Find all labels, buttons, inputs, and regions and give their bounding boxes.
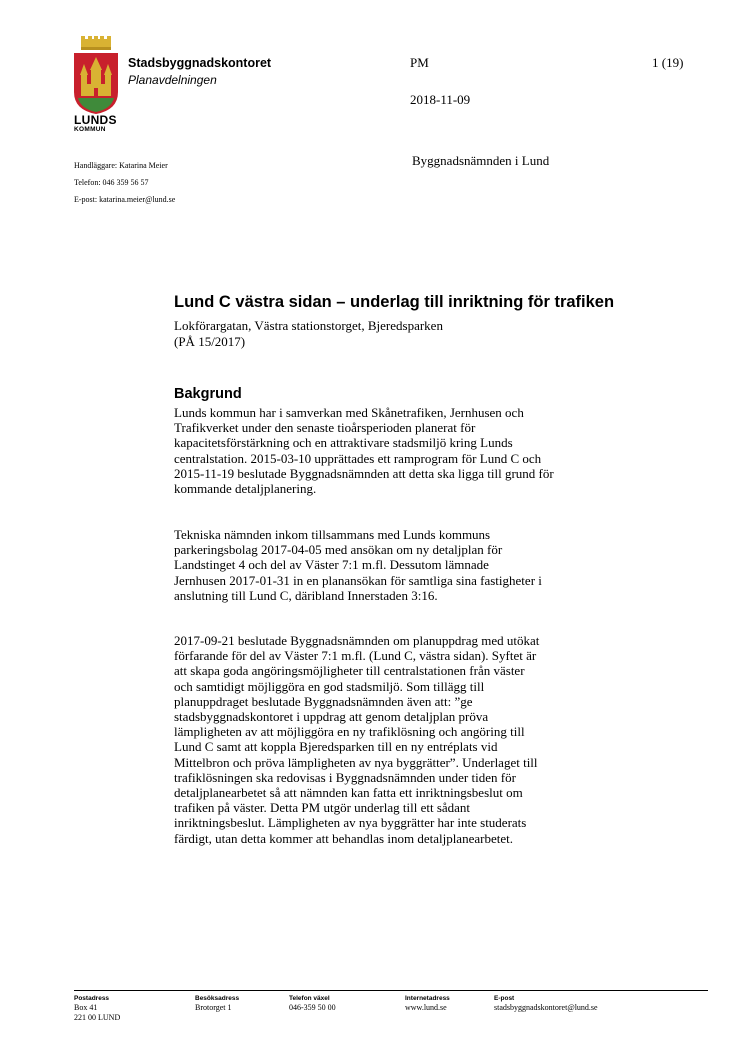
- paragraph-line: Lund C samt att koppla Bjeredsparken till en ny entréplats vid: [174, 739, 498, 755]
- paragraph-line: inriktningsbeslut. Lämpligheten av nya byggrätter har inte studerats: [174, 815, 527, 831]
- paragraph-line: trafiklösningen ska redovisas i Byggnadsnämnden under tiden för: [174, 769, 516, 785]
- paragraph-line: trafiken på väster. Detta PM utgör underlag till ett sådant: [174, 800, 471, 816]
- paragraph-line: stadsbyggnadskontoret i uppdrag att genom detaljplan pröva: [174, 709, 489, 725]
- section-heading: Bakgrund: [174, 386, 242, 402]
- paragraph-line: färdigt, utan detta kommer att behandlas inom detaljplanearbetet.: [174, 830, 513, 846]
- logo-wordmark-line2: KOMMUN: [74, 126, 106, 133]
- footer-web-link[interactable]: www.lund.se: [405, 1003, 447, 1012]
- footer-phone: [289, 995, 336, 1013]
- paragraph-line: Landstinget 4 och del av Väster 7:1 m.fl. Dessutom lämnade: [174, 557, 489, 573]
- paragraph-2: [174, 527, 614, 603]
- recipient: Byggnadsnämnden i Lund: [412, 153, 550, 168]
- paragraph-line: Trafikverket under den senaste tioårsperioden planerat för: [174, 420, 476, 436]
- paragraph-line: kapacitetsförstärkning och en attraktivare stadsmiljö kring Lunds: [174, 435, 513, 451]
- footer-divider: [74, 990, 708, 991]
- document-title: Lund C västra sidan – underlag till inriktning för trafiken: [174, 293, 615, 311]
- footer-email-label: E-post: [494, 995, 515, 1002]
- footer-phone-value: 046-359 50 00: [289, 1003, 336, 1012]
- crown-icon: [81, 36, 111, 50]
- footer-postal-label: Postadress: [74, 995, 110, 1002]
- paragraph-line: anslutning till Lund C, däribland Innerstaden 3:16.: [174, 587, 438, 603]
- paragraph-line: Lunds kommun har i samverkan med Skånetrafiken, Jernhusen och: [174, 405, 524, 420]
- paragraph-line: förfarande för del av Väster 7:1 m.fl. (Lund C, västra sidan). Syftet är: [174, 648, 537, 664]
- footer-postal: [74, 995, 120, 1023]
- logo-wordmark-line1: LUNDS: [74, 113, 117, 127]
- doc-type: PM: [410, 55, 429, 70]
- shield-icon: [74, 53, 118, 114]
- org-name: Stadsbyggnadskontoret: [128, 56, 272, 70]
- email-line: E-post: katarina.meier@lund.se: [74, 195, 176, 204]
- paragraph-line: och samtidigt möjliggöra en god stadsmiljö. Som tillägg till: [174, 678, 485, 694]
- paragraph-1: [174, 405, 614, 496]
- paragraph-line: 2017-09-21 beslutade Byggnadsnämnden om planuppdrag med utökat: [174, 633, 540, 648]
- footer-phone-label: Telefon växel: [289, 995, 330, 1002]
- paragraph-line: kommande detaljplanering.: [174, 481, 317, 497]
- footer-postal-line: 221 00 LUND: [74, 1013, 121, 1022]
- footer-visit: [195, 995, 239, 1013]
- phone-line: Telefon: 046 359 56 57: [74, 178, 149, 187]
- paragraph-line: att skapa goda angöringsmöjligheter till centralstationen från väster: [174, 663, 525, 679]
- footer-email-link[interactable]: stadsbyggnadskontoret@lund.se: [494, 1003, 598, 1012]
- department: Planavdelningen: [128, 73, 217, 87]
- footer-web: [405, 995, 450, 1013]
- paragraph-3: [174, 633, 614, 846]
- doc-date: 2018-11-09: [410, 92, 471, 107]
- handler-line: Handläggare: Katarina Meier: [74, 161, 168, 170]
- logo-wordmark: [74, 114, 124, 134]
- paragraph-line: lämpligheten av att möjliggöra en ny trafiklösning och angöring till: [174, 724, 525, 740]
- paragraph-line: Jernhusen 2017-01-31 in en planansökan för samtliga sina fastigheter i: [174, 572, 542, 588]
- footer-web-label: Internetadress: [405, 995, 450, 1002]
- paragraph-line: centralstation. 2015-03-10 upprättades ett ramprogram för Lund C och: [174, 450, 542, 466]
- paragraph-line: detaljplanearbetet så att nämnden kan fatta ett inriktningsbeslut om: [174, 785, 523, 801]
- footer-visit-label: Besöksadress: [195, 995, 240, 1002]
- subtitle-line: Lokförargatan, Västra stationstorget, Bjeredsparken: [174, 318, 443, 333]
- paragraph-line: parkeringsbolag 2017-04-05 med ansökan om ny detaljplan för: [174, 542, 503, 558]
- page-number: 1 (19): [652, 55, 684, 70]
- footer-postal-line: Box 41: [74, 1003, 98, 1012]
- paragraph-line: Mittelbron och pröva lämpligheten av nya byggrätter”. Underlaget till: [174, 754, 538, 770]
- footer-email: [494, 995, 598, 1013]
- paragraph-line: planuppdraget beslutade Byggnadsnämnden även att: ”ge: [174, 693, 473, 709]
- footer-visit-value: Brotorget 1: [195, 1003, 232, 1012]
- subtitle-line: (PÅ 15/2017): [174, 334, 246, 349]
- paragraph-line: 2015-11-19 beslutade Byggnadsnämnden att detta ska ligga till grund för: [174, 465, 554, 481]
- paragraph-line: Tekniska nämnden inkom tillsammans med Lunds kommuns: [174, 527, 491, 542]
